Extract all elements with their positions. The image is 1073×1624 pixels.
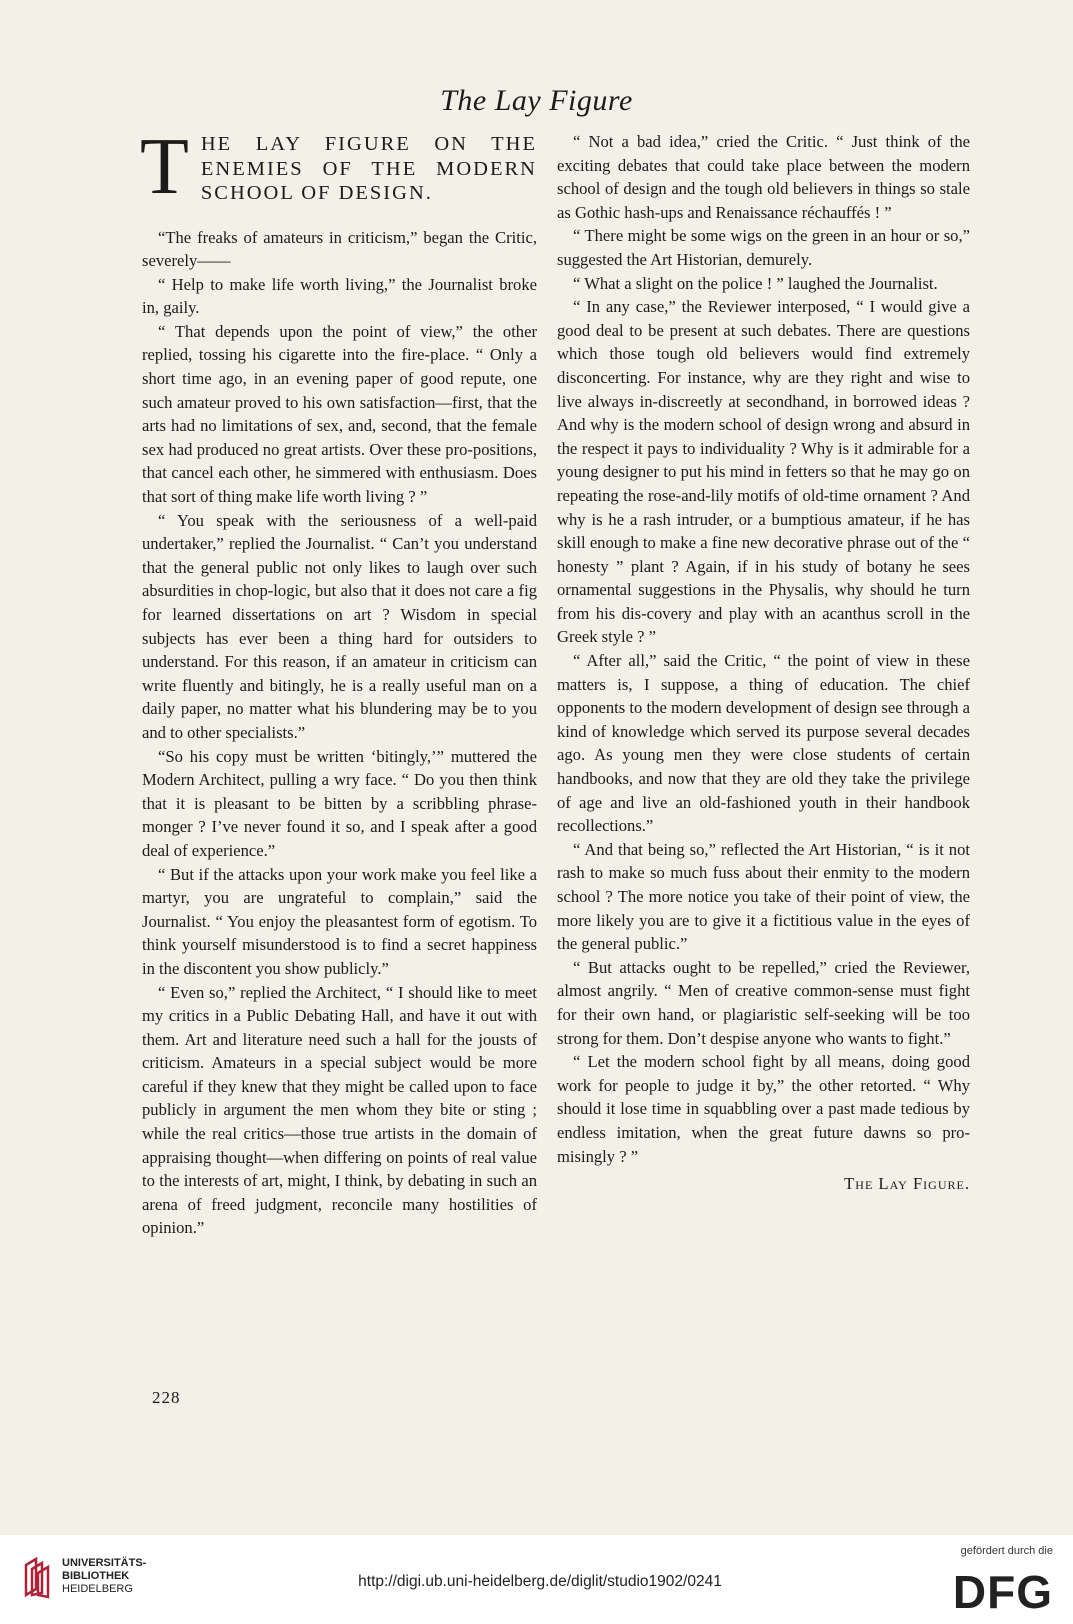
- dfg-logo: DFG: [952, 1566, 1053, 1618]
- library-line-2: BIBLIOTHEK: [62, 1570, 130, 1582]
- funding-note: gefördert durch die: [960, 1545, 1053, 1557]
- right-column: [557, 130, 970, 1196]
- paragraph: “ Not a bad idea,” cried the Critic. “ Just think of the exciting debates that could take place between the modern school of design and the tough old believers in things so stale as Gothic hash-ups and Renaissance réchauffés ! ”: [557, 132, 970, 222]
- footer-bar: [0, 1535, 1073, 1624]
- university-library-logo-icon: [22, 1555, 56, 1599]
- paragraph: “So his copy must be written ‘bitingly,’” muttered the Modern Architect, pulling a wry face. “ Do you then think that it is pleasant to be bitten by a scribbling phrase-monger ? I’ve never found it so, and I speak after a good deal of experience.”: [142, 746, 537, 860]
- article-headline: [140, 123, 537, 211]
- paragraph: “ After all,” said the Critic, “ the point of view in these matters is, I suppose, a thing of education. The chief opponents to the modern development of design see through a kind of knowledge which served its purpose several decades ago. As young men they were close students of certain handbooks, and now that they are old they take the privilege of age and live an old-fashioned youth in their handbook recollections.”: [557, 651, 970, 836]
- paragraph: “The freaks of amateurs in criticism,” began the Critic, severely——: [142, 227, 537, 271]
- paragraph: “ Let the modern school fight by all means, doing good work for people to judge it by,” the other retorted. “ Why should it lose time in squabbling over a past made tedious by endless imitation, when the great future dawns so pro-misingly ? ”: [557, 1052, 970, 1166]
- paragraph: “ What a slight on the police ! ” laughed the Journalist.: [573, 273, 938, 293]
- running-head: The Lay Figure: [440, 84, 633, 117]
- paragraph: “ But if the attacks upon your work make you feel like a martyr, you are ungrateful to complain,” said the Journalist. “ You enjoy the pleasantest form of egotism. To think yourself misunderstood is to find a secret happiness in the discontent you show publicly.”: [142, 864, 537, 978]
- signature: The Lay Figure.: [844, 1174, 970, 1194]
- paragraph: “ There might be some wigs on the green in an hour or so,” suggested the Art Historian, demurely.: [557, 226, 970, 269]
- library-line-1: UNIVERSITÄTS-: [62, 1557, 147, 1569]
- source-url-link[interactable]: http://digi.ub.uni-heidelberg.de/diglit/studio1902/0241: [358, 1573, 722, 1590]
- paragraph: “ And that being so,” reflected the Art Historian, “ is it not rash to make so much fuss about their enmity to the modern school ? The more notice you take of their point of view, the more likely you are to give it a fictitious value in the eyes of the general public.”: [557, 839, 970, 954]
- paragraph: “ Help to make life worth living,” the Journalist broke in, gaily.: [142, 274, 537, 318]
- headline-text: HE LAY FIGURE ON THE ENEMIES OF THE MODERN SCHOOL OF DESIGN.: [200, 133, 537, 204]
- paragraph: “ You speak with the seriousness of a well-paid undertaker,” replied the Journalist. “ Can’t you understand that the general public not only likes to laugh over such absurdities in chop-logic, but also that it does not care a fig for learned dissertations on art ? Wisdom in special subjects has ever been a thing hard for outsiders to understand. For this reason, if an amateur in criticism can write fluently and bitingly, he is a really useful man on a daily paper, no matter what his blundering may be to you and to other specialists.”: [142, 510, 537, 742]
- library-name: [62, 1557, 146, 1596]
- paragraph: “ In any case,” the Reviewer interposed, “ I would give a good deal to be present at such debates. There are questions which those tough old believers would find extremely disconcerting. For instance, why are they right and wise to live always in-discreetly at secondhand, in borrowed ideas ? And why is the modern school of design wrong and absurd in the respect it pays to individuality ? Why is it admirable for a young designer to put his mind in fetters so that he may go on repeating the rose-and-lily motifs of old-time ornament ? And why is he a rash intruder, or a bumptious amateur, if he has skill enough to make a fine new decorative phrase out of the “ honesty ” plant ? Again, if in his study of botany he sees ornamental suggestions in the Physalis, why should he turn from his dis-covery and play with an acanthus scroll in the Greek style ? ”: [557, 297, 970, 647]
- drop-cap: T: [140, 123, 191, 211]
- left-column: [140, 123, 537, 1240]
- paragraph: “ That depends upon the point of view,” the other replied, tossing his cigarette into the fire-place. “ Only a short time ago, in an evening paper of good repute, one such amateur proved to his own satisfaction—first, that the arts had no limitations of sex, and, second, that the female sex had produced no great artists. Over these pro-positions, that cancel each other, he simmered with enthusiasm. Does that sort of thing make life worth living ? ”: [142, 321, 537, 507]
- paragraph: “ But attacks ought to be repelled,” cried the Reviewer, almost angrily. “ Men of creative common-sense must fight for their own hand, or plagiaristic self-seeking will be too strong for them. Don’t despise anyone who wants to fight.”: [557, 957, 970, 1048]
- paragraph: “ Even so,” replied the Architect, “ I should like to meet my critics in a Public Debating Hall, and have it out with them. Art and literature need such a hall for the jousts of criticism. Amateurs in a special subject would be more careful if they knew that they might be called upon to face publicly in argument the men whom they bite or sting ; while the real critics—those true artists in the domain of appraising thought—when differing on points of real value to the interests of art, might, I think, by debating in such an arena of freed judgment, reconcile many hostilities of opinion.”: [142, 982, 537, 1238]
- page-number: 228: [152, 1388, 181, 1407]
- library-line-3: HEIDELBERG: [62, 1583, 133, 1595]
